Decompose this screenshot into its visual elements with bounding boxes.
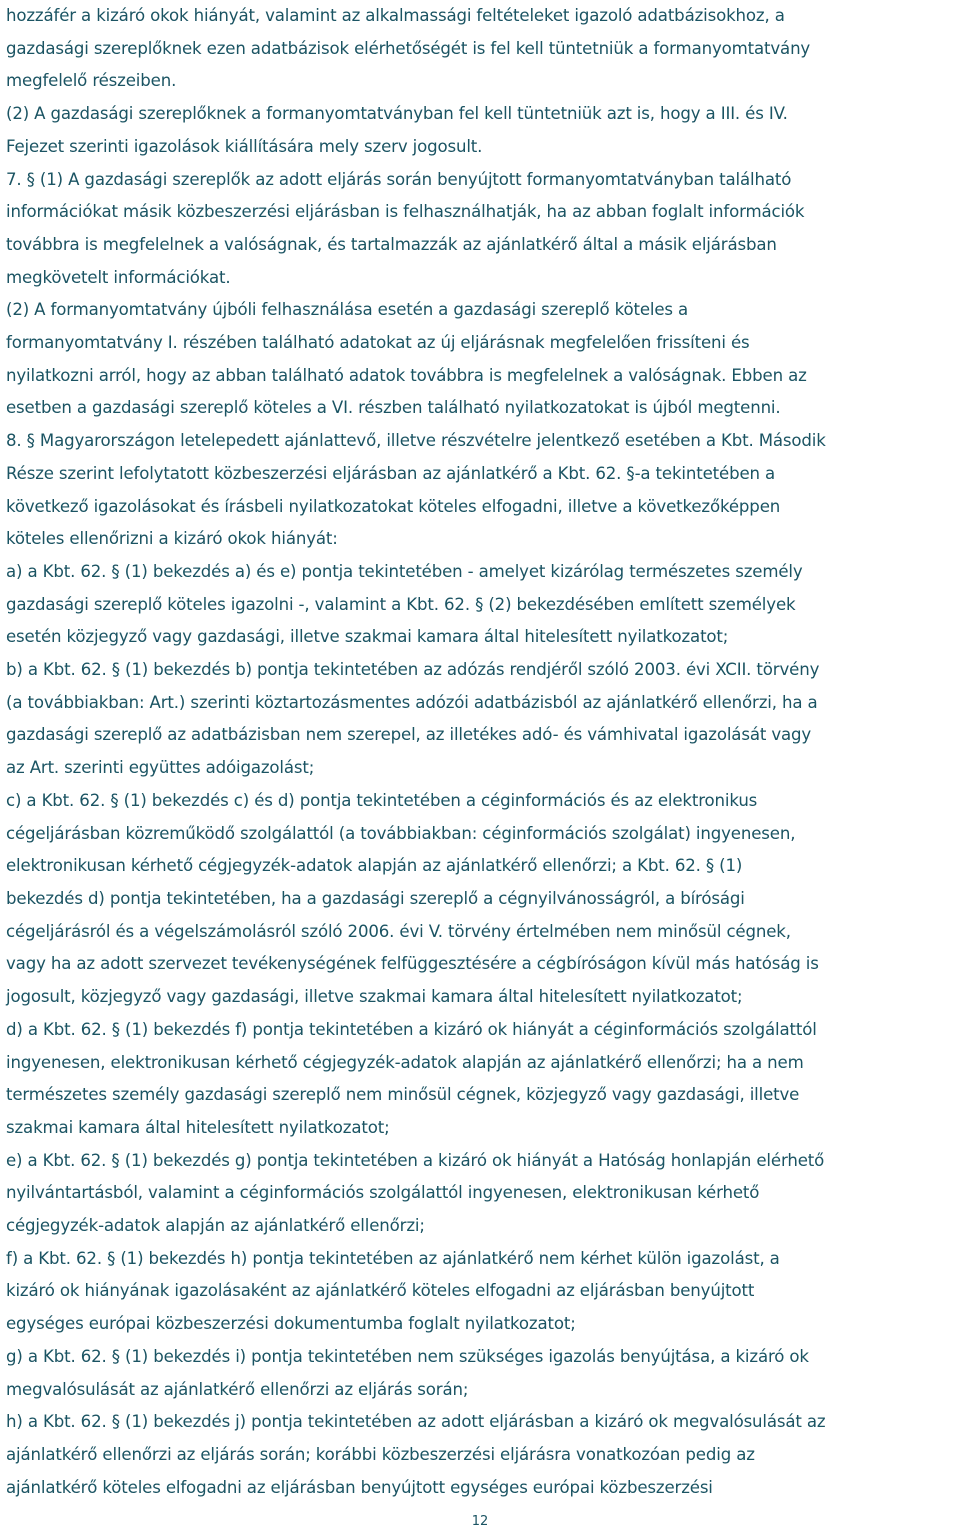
document-page bbox=[6, 0, 954, 1504]
text-line: ajánlatkérő köteles elfogadni az eljárásban benyújtott egységes európai közbeszerzési bbox=[6, 1477, 713, 1497]
text-line: ajánlatkérő ellenőrzi az eljárás során; korábbi közbeszerzési eljárásra vonatkozóan pedig az bbox=[6, 1444, 755, 1464]
text-line: e) a Kbt. 62. § (1) bekezdés g) pontja tekintetében a kizáró ok hiányát a Hatóság honlapján elérhető bbox=[6, 1150, 825, 1170]
text-line: elektronikusan kérhető cégjegyzék-adatok alapján az ajánlatkérő ellenőrzi; a Kbt. 62. § (1) bbox=[6, 856, 743, 876]
text-line: megvalósulását az ajánlatkérő ellenőrzi az eljárás során; bbox=[6, 1379, 469, 1399]
text-line: 7. § (1) A gazdasági szereplők az adott eljárás során benyújtott formanyomtatványban található bbox=[6, 169, 792, 189]
text-line: b) a Kbt. 62. § (1) bekezdés b) pontja tekintetében az adózás rendjéről szóló 2003. évi XCII. törvény bbox=[6, 660, 820, 680]
text-line: c) a Kbt. 62. § (1) bekezdés c) és d) pontja tekintetében a céginformációs és az elektronikus bbox=[6, 790, 758, 810]
text-line: gazdasági szereplő köteles igazolni -, valamint a Kbt. 62. § (2) bekezdésében említett személyek bbox=[6, 594, 796, 614]
text-line: továbbra is megfelelnek a valóságnak, és tartalmazzák az ajánlatkérő által a másik eljárásban bbox=[6, 234, 777, 254]
text-line: esetén közjegyző vagy gazdasági, illetve szakmai kamara által hitelesített nyilatkozatot; bbox=[6, 627, 729, 647]
text-line: szakmai kamara által hitelesített nyilatkozatot; bbox=[6, 1117, 390, 1137]
text-line: cégeljárásról és a végelszámolásról szóló 2006. évi V. törvény értelmében nem minősül cégnek, bbox=[6, 921, 791, 941]
text-line: gazdasági szereplőknek ezen adatbázisok elérhetőségét is fel kell tüntetniük a formanyomtatvány bbox=[6, 38, 811, 58]
text-line: következő igazolásokat és írásbeli nyilatkozatokat köteles elfogadni, illetve a következőképpen bbox=[6, 496, 781, 516]
text-line: természetes személy gazdasági szereplő nem minősül cégnek, közjegyző vagy gazdasági, illetve bbox=[6, 1085, 800, 1105]
text-line: cégjegyzék-adatok alapján az ajánlatkérő ellenőrzi; bbox=[6, 1216, 425, 1236]
text-line: hozzáfér a kizáró okok hiányát, valamint az alkalmassági feltételeket igazoló adatbázisokhoz, a bbox=[6, 6, 785, 25]
text-line: megkövetelt információkat. bbox=[6, 267, 231, 287]
text-line: információkat másik közbeszerzési eljárásban is felhasználhatják, ha az abban foglalt információk bbox=[6, 202, 805, 222]
text-line: kizáró ok hiányának igazolásaként az ajánlatkérő köteles elfogadni az eljárásban benyújtott bbox=[6, 1281, 755, 1301]
text-line: (a továbbiakban: Art.) szerinti köztartozásmentes adózói adatbázisból az ajánlatkérő ellenőrzi, ha a bbox=[6, 692, 818, 712]
text-line: egységes európai közbeszerzési dokumentumba foglalt nyilatkozatot; bbox=[6, 1314, 576, 1334]
text-line: ingyenesen, elektronikusan kérhető cégjegyzék-adatok alapján az ajánlatkérő ellenőrzi; ha a nem bbox=[6, 1052, 804, 1072]
text-line: h) a Kbt. 62. § (1) bekezdés j) pontja tekintetében az adott eljárásban a kizáró ok megvalósulását az bbox=[6, 1412, 826, 1432]
text-line: vagy ha az adott szervezet tevékenységének felfüggesztésére a cégbíróságon kívül más hatóság is bbox=[6, 954, 819, 974]
text-line: az Art. szerinti együttes adóigazolást; bbox=[6, 758, 315, 778]
text-line: megfelelő részeiben. bbox=[6, 71, 177, 91]
text-line: cégeljárásban közreműködő szolgálattól (a továbbiakban: céginformációs szolgálat) ingyenesen, bbox=[6, 823, 796, 843]
text-line: f) a Kbt. 62. § (1) bekezdés h) pontja tekintetében az ajánlatkérő nem kérhet külön igazolást, a bbox=[6, 1248, 780, 1268]
text-line: nyilvántartásból, valamint a céginformációs szolgálattól ingyenesen, elektronikusan kérhető bbox=[6, 1183, 760, 1203]
page-number: 12 bbox=[471, 1514, 489, 1529]
text-line: esetben a gazdasági szereplő köteles a VI. részben található nyilatkozatokat is újból megtenni. bbox=[6, 398, 781, 418]
text-line: d) a Kbt. 62. § (1) bekezdés f) pontja tekintetében a kizáró ok hiányát a céginformációs szolgálattól bbox=[6, 1019, 817, 1039]
text-line: a) a Kbt. 62. § (1) bekezdés a) és e) pontja tekintetében - amelyet kizárólag természetes személy bbox=[6, 561, 803, 581]
text-line: bekezdés d) pontja tekintetében, ha a gazdasági szereplő a cégnyilvánosságról, a bírósági bbox=[6, 888, 745, 908]
text-line: (2) A formanyomtatvány újbóli felhasználása esetén a gazdasági szereplő köteles a bbox=[6, 300, 689, 320]
text-line: Része szerint lefolytatott közbeszerzési eljárásban az ajánlatkérő a Kbt. 62. §-a tekintetében a bbox=[6, 463, 776, 483]
text-line: Fejezet szerinti igazolások kiállítására mely szerv jogosult. bbox=[6, 136, 483, 156]
text-line: g) a Kbt. 62. § (1) bekezdés i) pontja tekintetében nem szükséges igazolás benyújtása, a kizáró ok bbox=[6, 1346, 809, 1366]
text-line: jogosult, közjegyző vagy gazdasági, illetve szakmai kamara által hitelesített nyilatkozatot; bbox=[6, 987, 743, 1007]
text-line: formanyomtatvány I. részében található adatokat az új eljárásnak megfelelően frissíteni és bbox=[6, 333, 750, 353]
text-line: (2) A gazdasági szereplőknek a formanyomtatványban fel kell tüntetniük azt is, hogy a III. és IV. bbox=[6, 104, 788, 124]
text-line: köteles ellenőrizni a kizáró okok hiányát: bbox=[6, 529, 338, 549]
text-line: nyilatkozni arról, hogy az abban található adatok továbbra is megfelelnek a valóságnak. Ebben az bbox=[6, 365, 807, 385]
text-line: 8. § Magyarországon letelepedett ajánlattevő, illetve részvételre jelentkező esetében a Kbt. Második bbox=[6, 431, 826, 451]
text-line: gazdasági szereplő az adatbázisban nem szerepel, az illetékes adó- és vámhivatal igazolását vagy bbox=[6, 725, 812, 745]
